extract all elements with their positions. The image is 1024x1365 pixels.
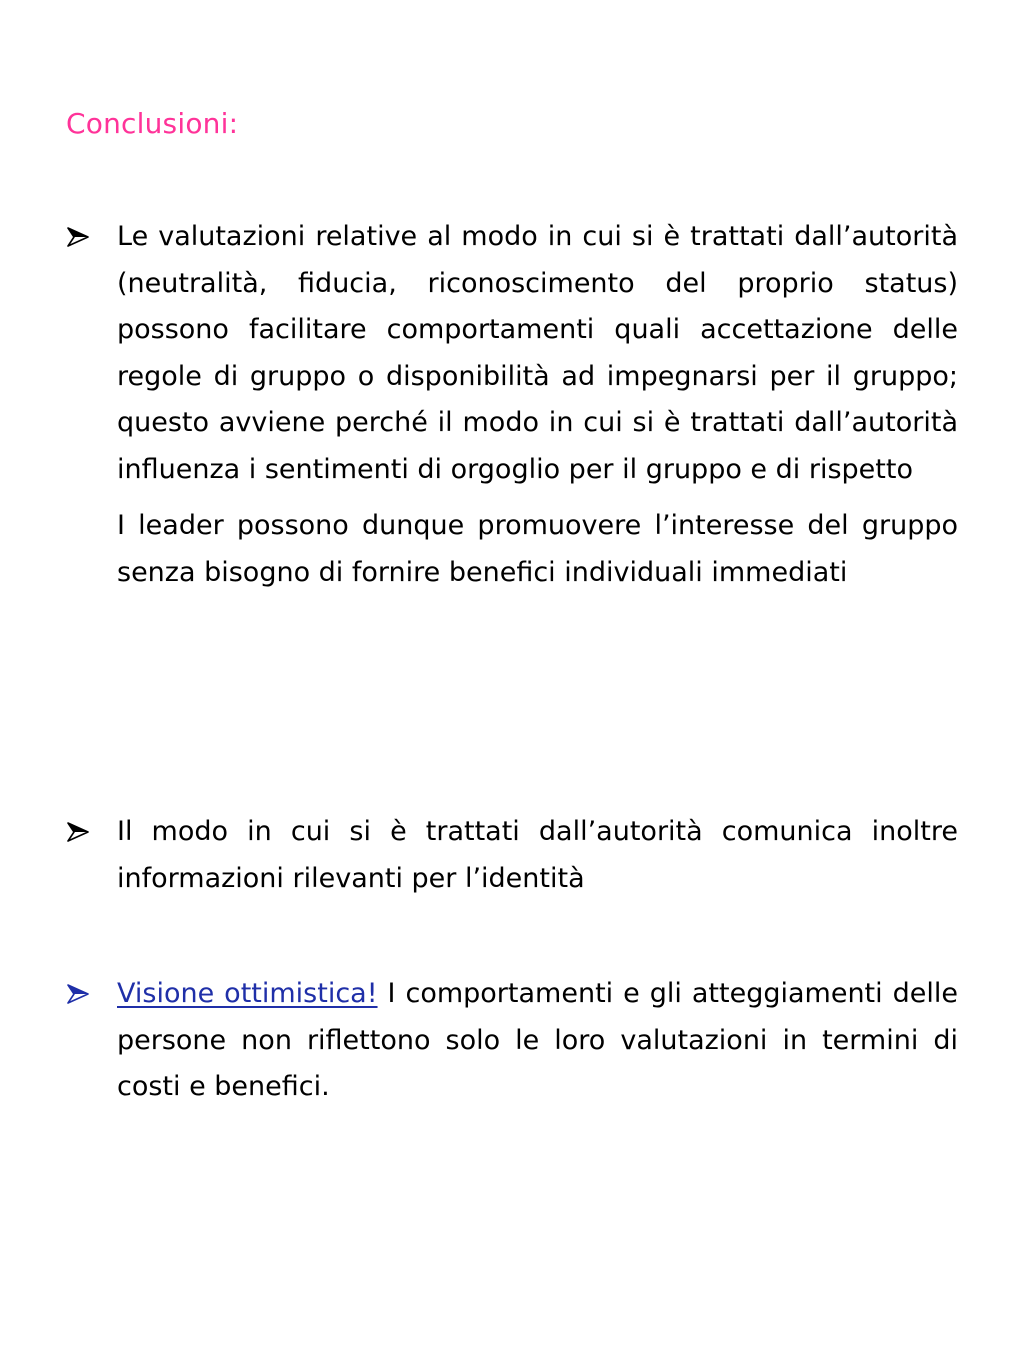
bullet-text — [117, 809, 958, 902]
bullet-text — [117, 971, 958, 1111]
bullet-paragraph: Le valutazioni relative al modo in cui si è trattati dall’autorità (neutralità, fiducia, riconoscimento del proprio status) possono facilitare comportamenti quali accettazione delle regole di gruppo o disponibilità ad impegnarsi per il gruppo; questo avviene perché il modo in cui si è trattati dall’autorità influenza i sentimenti di orgoglio per il gruppo e di rispetto — [117, 221, 958, 485]
bullet-item — [66, 809, 958, 902]
bullet-text — [117, 214, 958, 596]
bullet-item — [66, 214, 958, 596]
bullet-paragraph — [117, 971, 958, 1111]
bullet-paragraph: I leader possono dunque promuovere l’interesse del gruppo senza bisogno di fornire benefici individuali immediati — [117, 510, 958, 588]
arrowhead-bullet-icon — [66, 984, 90, 1004]
slide-title: Conclusioni: — [66, 107, 239, 140]
bullet-paragraph: Il modo in cui si è trattati dall’autorità comunica inoltre informazioni rilevanti per l’identità — [117, 816, 958, 894]
visione-ottimistica-link[interactable]: Visione ottimistica! — [117, 978, 378, 1009]
arrowhead-bullet-icon — [66, 227, 90, 247]
bullet-paragraph-text: I comportamenti e gli atteggiamenti delle persone non riflettono solo le loro valutazioni in termini di costi e benefici. — [117, 978, 958, 1102]
arrowhead-bullet-icon — [66, 822, 90, 842]
bullet-item — [66, 971, 958, 1111]
